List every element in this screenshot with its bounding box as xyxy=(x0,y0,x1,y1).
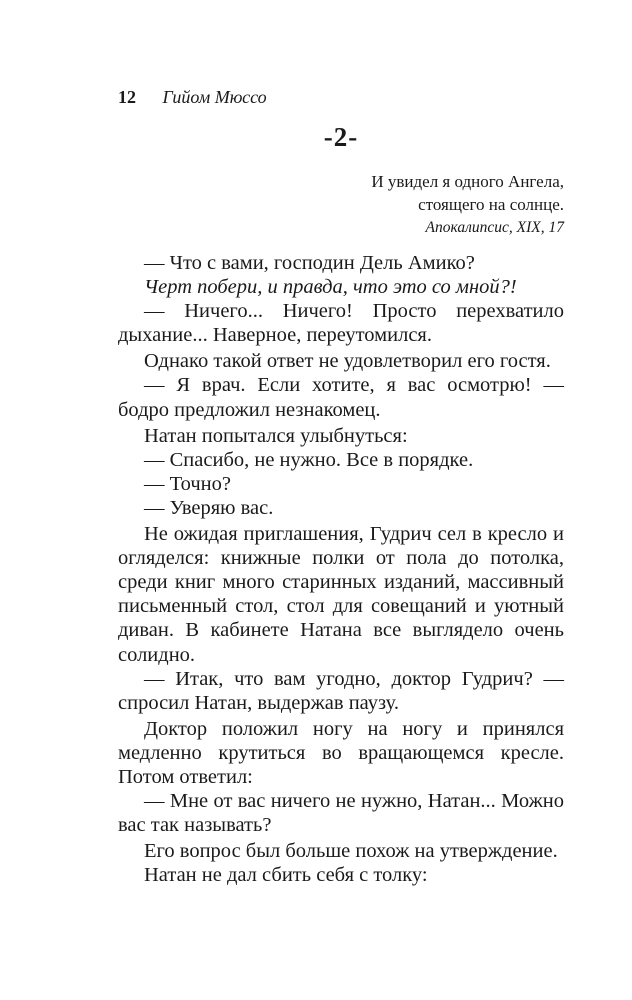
page-number: 12 xyxy=(118,87,136,107)
paragraph: — Итак, что вам угодно, доктор Гудрич? — спросил Натан, выдержав паузу. xyxy=(118,667,564,714)
epigraph-line: стоящего на солнце. xyxy=(418,195,564,214)
paragraph: Натан не дал сбить себя с толку: xyxy=(144,864,428,887)
paragraph: Однако такой ответ не удовлетворил его гостя. xyxy=(144,350,551,373)
paragraph: Доктор положил ногу на ногу и принялся медленно крутиться во вращающемся кресле. Потом ответил: xyxy=(118,717,564,788)
paragraph: — Ничего... Ничего! Просто перехватило дыхание... Наверное, переутомился. xyxy=(118,300,564,347)
paragraph: Не ожидая приглашения, Гудрич сел в кресло и огляделся: книжные полки от пола до потолка, среди книг много старинных изданий, массивный письменный стол, стол для совещаний и уютный диван. В кабинете Натана все выглядело очень солидно. xyxy=(118,523,564,666)
epigraph-source: Апокалипсис, XIX, 17 xyxy=(425,219,564,236)
chapter-heading: -2- xyxy=(323,122,359,152)
paragraph: Натан попытался улыбнуться: xyxy=(144,424,408,447)
epigraph xyxy=(371,170,564,239)
paragraph: Его вопрос был больше похож на утверждение. xyxy=(144,840,558,863)
paragraph: — Точно? xyxy=(144,472,231,495)
paragraph: — Спасибо, не нужно. Все в порядке. xyxy=(144,448,474,471)
epigraph-line: И увидел я одного Ангела, xyxy=(371,172,564,191)
paragraph: — Мне от вас ничего не нужно, Натан... Можно вас так называть? xyxy=(118,790,564,837)
paragraph: — Я врач. Если хотите, я вас осмотрю! — бодро предложил незнакомец. xyxy=(118,374,564,421)
body-text xyxy=(118,251,564,887)
running-title: Гийом Мюссо xyxy=(162,87,267,107)
paragraph: — Уверяю вас. xyxy=(144,496,274,519)
running-head xyxy=(118,86,267,108)
paragraph-inner-thought: Черт побери, и правда, что это со мной?! xyxy=(144,276,517,299)
paragraph: — Что с вами, господин Дель Амико? xyxy=(144,252,475,274)
